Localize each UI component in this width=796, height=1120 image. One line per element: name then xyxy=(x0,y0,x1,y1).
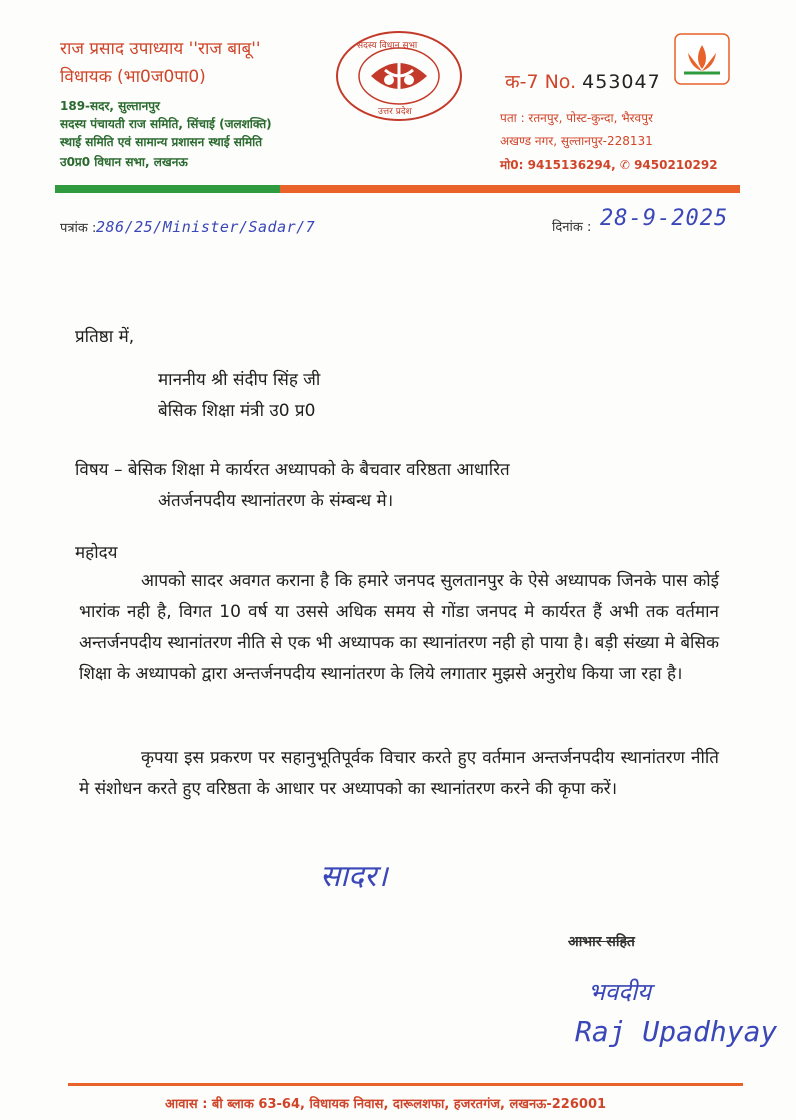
addressee-title: बेसिक शिक्षा मंत्री उ0 प्र0 xyxy=(158,401,316,421)
footer-rule xyxy=(68,1083,743,1086)
addressee xyxy=(158,365,320,427)
ref-value: 286/25/Minister/Sadar/7 xyxy=(96,218,316,236)
signature-line-1: भवदीय xyxy=(588,978,652,1006)
serial-number: क-7 No. 453047 xyxy=(505,71,661,93)
addressee-name: माननीय श्री संदीप सिंह जी xyxy=(158,370,321,390)
subject-line: विषय – बेसिक शिक्षा मे कार्यरत अध्यापको के बैचवार वरिष्ठता आधारित xyxy=(75,460,510,480)
aabhar-stamp: आभार सहित xyxy=(568,934,635,950)
greeting: महोदय xyxy=(75,543,118,563)
assembly-line: उ0प्र0 विधान सभा, लखनऊ xyxy=(60,155,188,169)
signature: Raj Upadhyay xyxy=(575,1015,778,1048)
date-label: दिनांक : xyxy=(552,220,592,235)
constituency: 189-सदर, सुल्तानपुर xyxy=(60,99,160,113)
salutation-to: प्रतिष्ठा में, xyxy=(75,327,135,347)
committee-line-1: सदस्य पंचायती राज समिति, सिंचाई (जलशक्ति) xyxy=(60,117,272,131)
seal-bottom-text: उत्तर प्रदेश xyxy=(378,107,412,117)
lotus-logo-icon xyxy=(674,33,730,85)
seal-top-text: सदस्य विधान सभा xyxy=(357,41,418,51)
address-line-1: पता : रतनपुर, पोस्ट-कुन्दा, भैरवपुर xyxy=(500,111,653,125)
mla-designation: विधायक (भा0ज0पा0) xyxy=(60,67,206,87)
subject-line-continued: अंतर्जनपदीय स्थानांतरण के संम्बन्ध मे। xyxy=(158,491,394,511)
saffron-stripe xyxy=(280,185,740,193)
handwritten-closing: सादर। xyxy=(320,859,388,894)
ref-label: पत्रांक : xyxy=(60,221,97,236)
body-paragraph-2: कृपया इस प्रकरण पर सहानुभूतिपूर्वक विचार करते हुए वर्तमान अन्तर्जनपदीय स्थानांतरण नीति मे संशोधन करते हुए वरिष्ठता के आधार पर अध्यापको का स्थानांतरण करने की कृपा करें। xyxy=(79,748,719,799)
body-paragraph-1: आपको सादर अवगत कराना है कि हमारे जनपद सुलतानपुर के ऐसे अध्यापक जिनके पास कोई भारांक नही है, विगत 10 वर्ष या उससे अधिक समय से गोंडा जनपद मे कार्यरत हैं अभी तक वर्तमान अन्तर्जनपदीय स्थानांतरण नीति से एक भी अध्यापक का स्थानांतरण नही हो पाया है। बड़ी संख्या मे बेसिक शिक्षा के अध्यापको द्वारा अन्तर्जनपदीय स्थानांतरण के लिये लगातार मुझसे अनुरोध किया जा रहा है। xyxy=(79,571,719,684)
committee-line-2: स्थाई समिति एवं सामान्य प्रशासन स्थाई समिति xyxy=(60,135,263,149)
phone-numbers: मो0: 9415136294, ✆ 9450210292 xyxy=(500,158,718,172)
mla-name: राज प्रसाद उपाध्याय ''राज बाबू'' xyxy=(60,39,261,59)
residence-address: आवास : बी ब्लाक 63-64, विधायक निवास, दारूलशफा, हजरतगंज, लखनऊ-226001 xyxy=(165,1097,607,1112)
date-value: 28-9-2025 xyxy=(600,206,729,231)
green-stripe xyxy=(55,185,280,193)
address-line-2: अखण्ड नगर, सुल्तानपुर-228131 xyxy=(500,134,653,148)
